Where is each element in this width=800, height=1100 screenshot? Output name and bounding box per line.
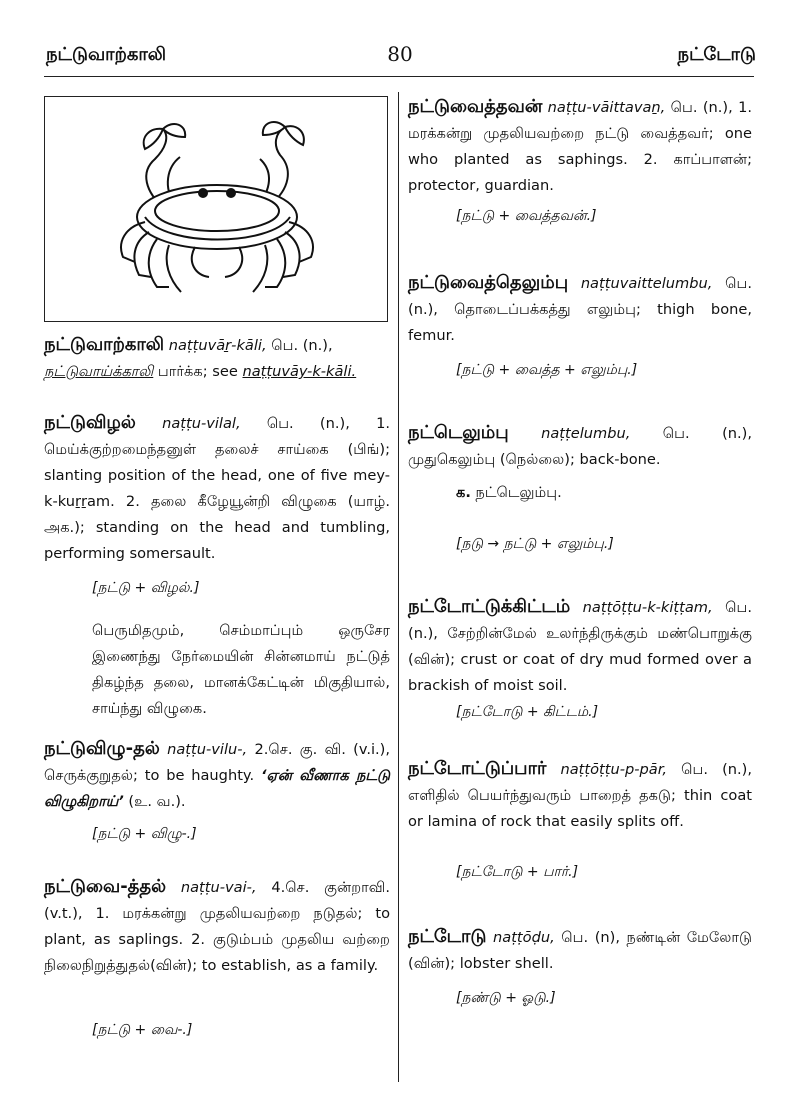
etymology: [நட்டோடு + பார்.] (456, 864, 579, 880)
cognate-word: நட்டெலும்பு. (470, 484, 562, 501)
entry-nattuvaittelumbu (408, 270, 752, 349)
part-of-speech: பெ. (n.), (630, 425, 752, 442)
etymology: [நட்டு + விழு-.] (92, 826, 197, 842)
transliteration: naṭṭu-vilal, (162, 415, 241, 432)
transliteration: naṭṭuvāṟ-kāli, (168, 337, 267, 354)
cross-reference: நட்டுவாய்க்காலி (44, 363, 154, 380)
headword: நட்டெலும்பு (408, 422, 509, 443)
header-rule (44, 76, 754, 77)
part-of-speech: பெ. (n.), (240, 415, 350, 432)
definition: 1. மரக்கன்று முதலியவற்றை நட்டு வைத்தவர்; one who planted as saphings. 2. காப்பாளன்; protector, guardian. (408, 99, 753, 194)
definition: (v.t.), 1. மரக்கன்று முதலியவற்றை நடுதல்; to plant, as saplings. 2. குடும்பம் முதலிய வற்றை நிலைநிறுத்துதல்(வின்); to establish, as a family. (44, 905, 390, 974)
entry-nattelumbu (408, 420, 752, 473)
entry-nattuvai-ttal (44, 874, 390, 979)
part-of-speech: பெ. (n.), (266, 337, 333, 354)
headword: நட்டோட்டுக்கிட்டம் (408, 596, 571, 617)
part-of-speech: 2.செ. கு. வி. (247, 741, 346, 758)
etymology: [நட்டு + விழல்.] (92, 580, 200, 596)
headword: நட்டோடு (408, 926, 487, 947)
headword: நட்டுவிழு-தல் (44, 738, 160, 759)
part-of-speech: 4.செ. குன்றாவி. (256, 879, 390, 896)
source: (உ. வ.). (123, 793, 186, 810)
definition: எளிதில் பெயர்ந்துவரும் பாறைத் தகடு; thin coat or lamina of rock that easily splits off. (408, 787, 752, 830)
entry-nattuvilu-tal (44, 736, 390, 815)
entry-nattuvilal (44, 410, 390, 567)
transliteration: naṭṭu-vāittavaṉ, (547, 99, 666, 116)
headword: நட்டுவிழல் (44, 412, 136, 433)
cognate (456, 480, 752, 506)
etymology: [நட்டு + வைத்தவன்.] (456, 208, 597, 224)
cognate-label: க. (456, 484, 471, 501)
definition: 1. மெய்க்குற்றமைந்தனுள் தலைச் சாய்கை (பிங்); slanting position of the head, one of five mey-k-kuṟṟam. 2. தலை கீழேயூன்றி விழுகை (யாழ். அக.); standing on the head and tumbling, performing somersault. (44, 415, 390, 562)
transliteration: naṭṭōṭṭu-p-pār, (560, 761, 668, 778)
entry-nattodu (408, 924, 752, 977)
definition: (v.i.), செருக்குறுதல்; to be haughty. (44, 741, 391, 784)
headword: நட்டுவைத்தவன் (408, 96, 543, 117)
entry-nattottukkittam (408, 594, 752, 699)
entry-nattuvaittavan (408, 94, 752, 199)
page-number: 80 (387, 42, 413, 66)
headword: நட்டோட்டுப்பார் (408, 758, 547, 779)
etymology: [நட்டோடு + கிட்டம்.] (456, 704, 599, 720)
crab-illustration-icon (45, 97, 386, 320)
part-of-speech: பெ. (n), நண்டின் மேலோடு (554, 929, 753, 946)
transliteration: naṭṭu-vai-, (180, 879, 257, 896)
etymology: [நண்டு + ஓடு.] (456, 990, 556, 1006)
headword: நட்டுவை-த்தல் (44, 876, 167, 897)
headword: நட்டுவாற்காலி (44, 334, 165, 355)
entry-nattuvarkali (44, 332, 390, 385)
illustration-box (44, 96, 388, 322)
usage-example: ‘ஏன் வீணாக நட்டு விழுகிறாய்’ (44, 767, 390, 810)
cross-reference-translit: naṭṭuvāy-k-kāli. (242, 363, 357, 380)
entry-nattottuppar (408, 756, 752, 835)
definition: பெ. (n.), தொடைப்பக்கத்து எலும்பு; thigh bone, femur. (408, 275, 753, 344)
etymology: [நட்டு + வைத்த + எலும்பு.] (456, 362, 638, 378)
transliteration: naṭṭuvaittelumbu, (580, 275, 713, 292)
left-guide-word: நட்டுவாற்காலி (46, 44, 167, 65)
definition: முதுகெலும்பு (நெல்லை); back-bone. (408, 451, 661, 468)
right-guide-word: நட்டோடு (677, 44, 756, 65)
part-of-speech: பெ. (n.), (665, 99, 733, 116)
headword: நட்டுவைத்தெலும்பு (408, 272, 569, 293)
part-of-speech: பெ. (n.), (667, 761, 752, 778)
etymology: [நட்டு + வை-.] (92, 1022, 193, 1038)
transliteration: naṭṭōḍu, (493, 929, 555, 946)
transliteration: naṭṭōṭṭu-k-kiṭṭam, (582, 599, 713, 616)
transliteration: naṭṭelumbu, (541, 425, 631, 442)
see-text: பார்க்க; see (153, 363, 243, 380)
etymology: [நடு → நட்டு + எலும்பு.] (456, 536, 614, 552)
transliteration: naṭṭu-vilu-, (167, 741, 248, 758)
definition: (வின்); lobster shell. (408, 955, 554, 972)
quotation: பெருமிதமும், செம்மாப்பும் ஒருசேர இணைந்து நேர்மையின் சின்னமாய் நட்டுத் திகழ்ந்த தலை, மானக்கேட்டின் மிகுதியால், சாய்ந்து விழுகை. (92, 622, 390, 717)
column-divider (398, 92, 399, 1082)
definition: பெ. (n.), சேற்றின்மேல் உலர்ந்திருக்கும் மண்பொறுக்கு (வின்); crust or coat of dry mud formed over a brackish of moist soil. (408, 599, 753, 694)
